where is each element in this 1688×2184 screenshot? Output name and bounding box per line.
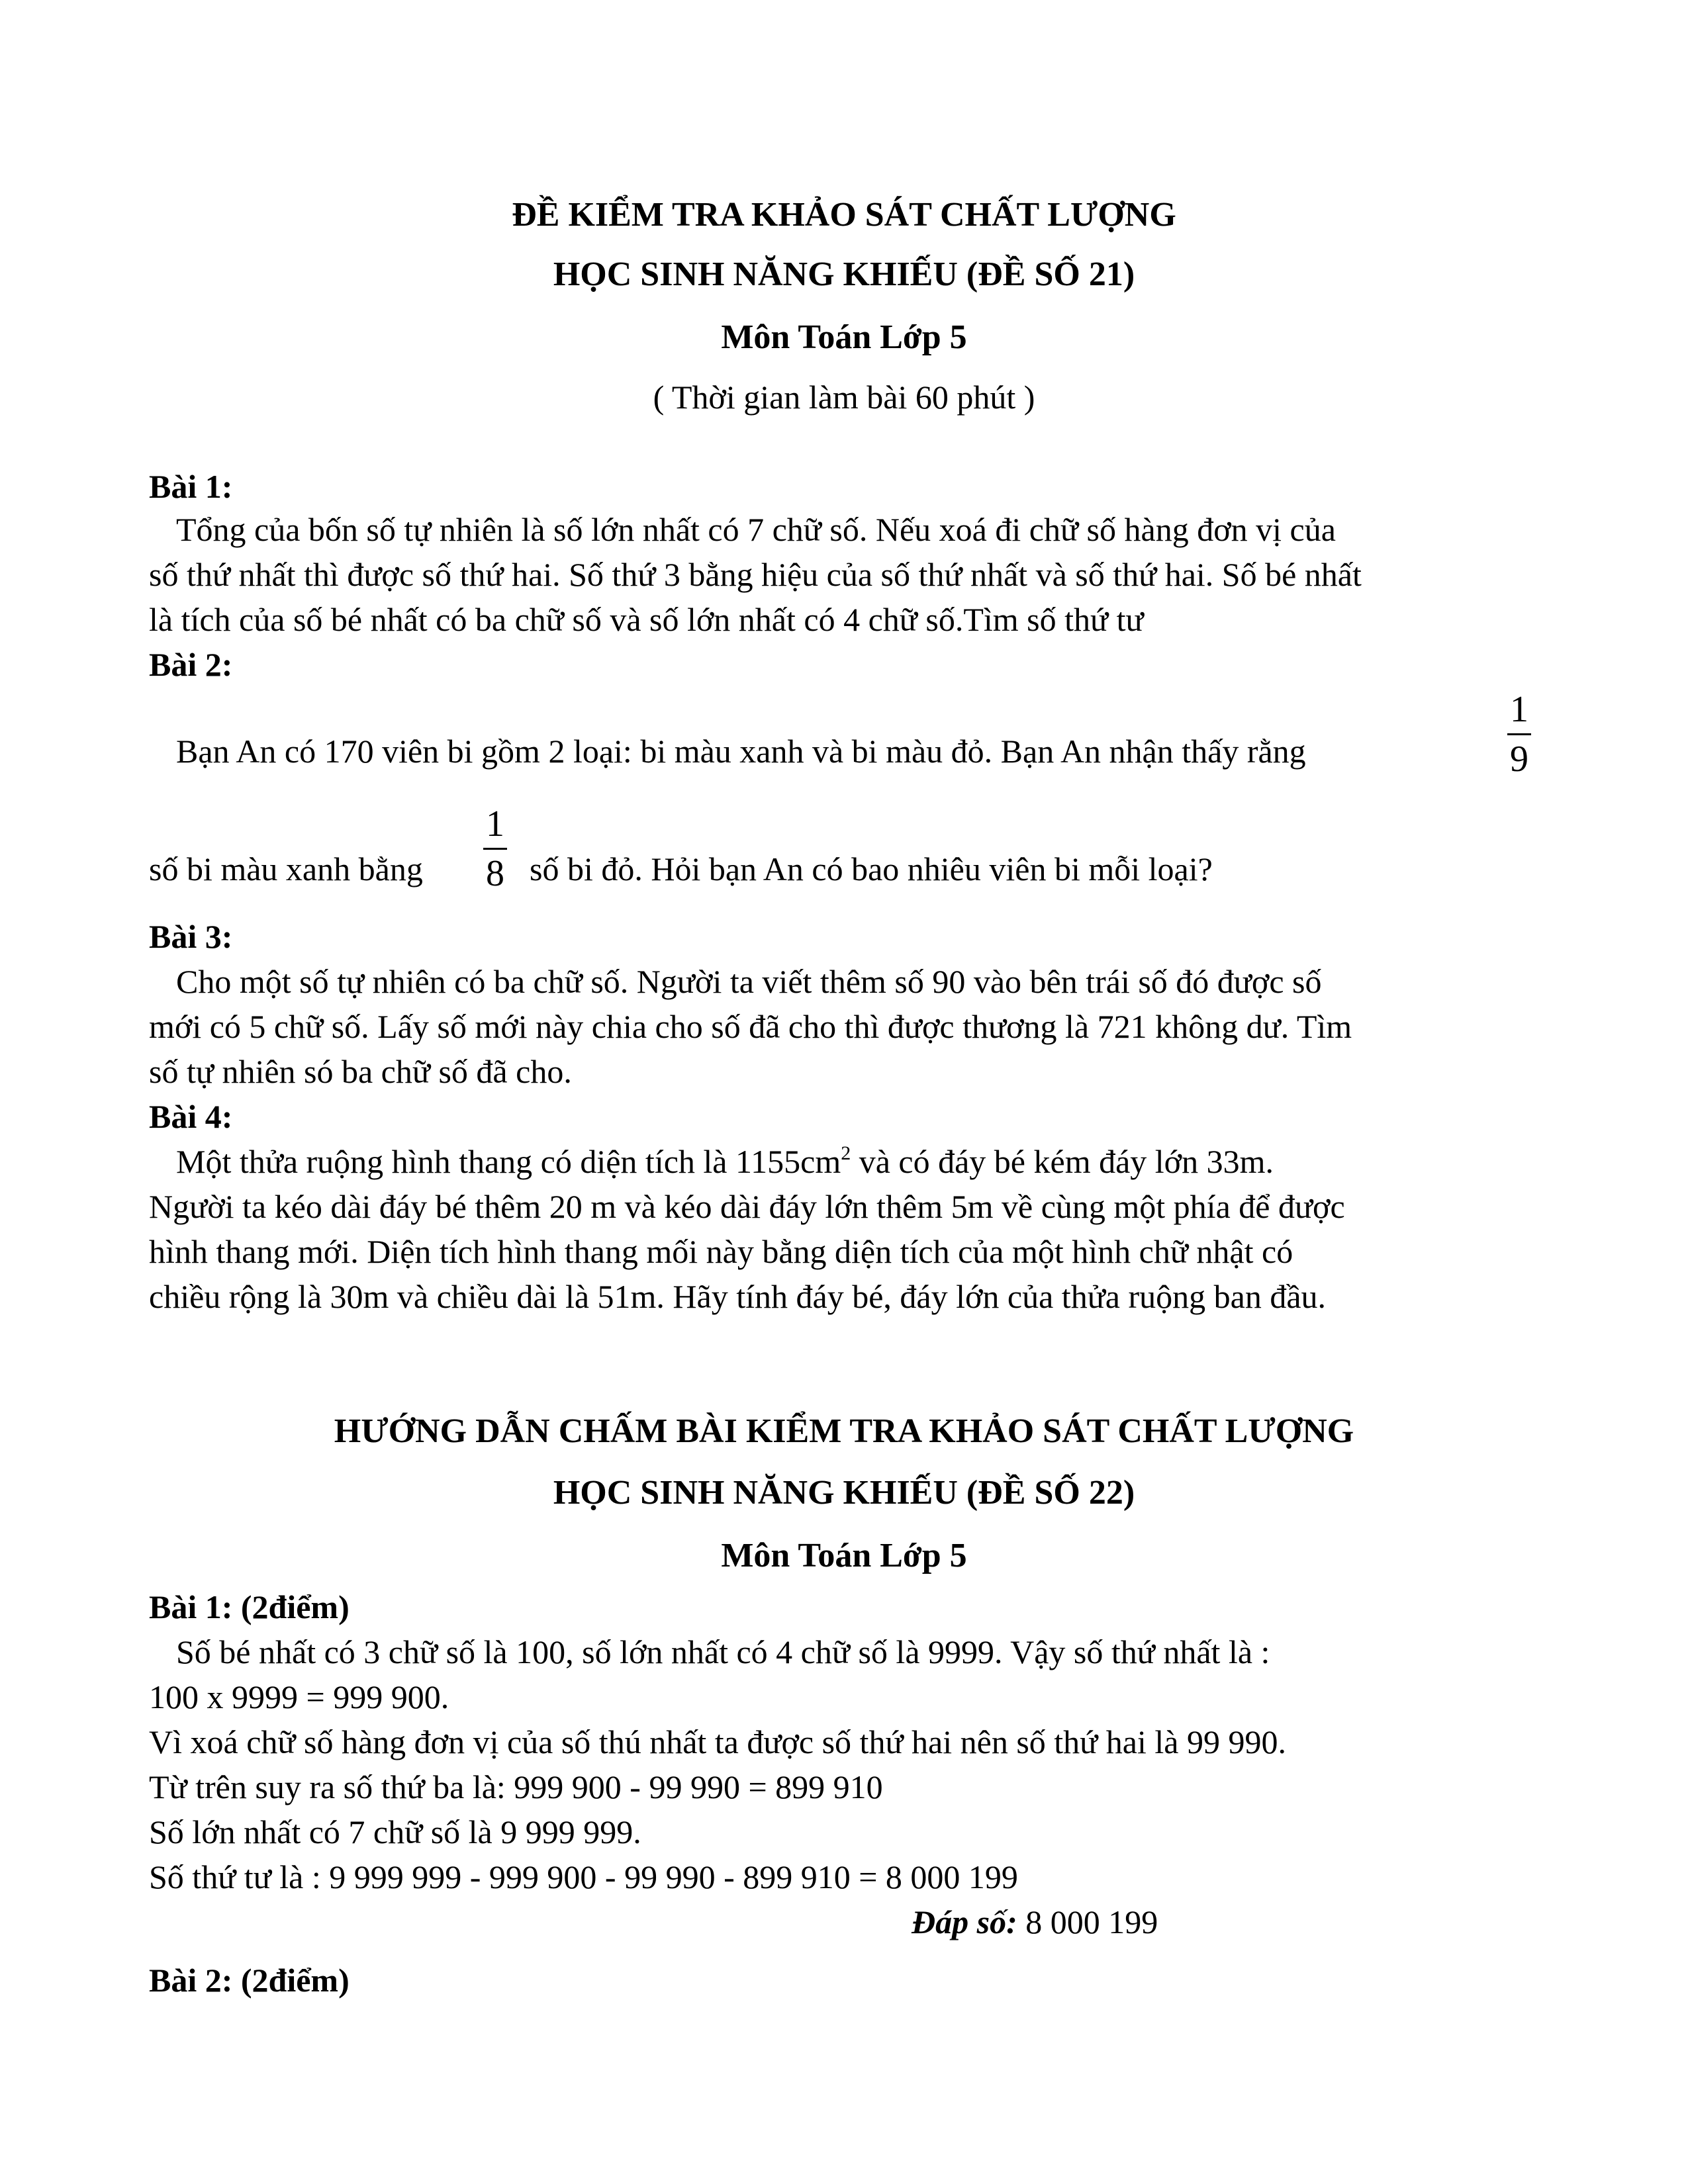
problem-4-label: Bài 4: (149, 1098, 233, 1135)
fraction-denominator: 9 (1510, 739, 1528, 780)
problem-1-line: Tổng của bốn số tự nhiên là số lớn nhất có 7 chữ số. Nếu xoá đi chữ số hàng đơn vị của (176, 511, 1336, 548)
problem-2-label: Bài 2: (149, 646, 233, 683)
problem-3-line: Cho một số tự nhiên có ba chữ số. Người ta viết thêm số 90 vào bên trái số đó được số (176, 963, 1322, 1000)
exam-title-line2: HỌC SINH NĂNG KHIẾU (ĐỀ SỐ 21) (553, 255, 1135, 293)
fraction-denominator: 8 (486, 853, 504, 894)
problem-4-line1 (176, 1142, 1274, 1181)
exam-title-line1: ĐỀ KIỂM TRA KHẢO SÁT CHẤT LƯỢNG (512, 196, 1176, 234)
exam-time: ( Thời gian làm bài 60 phút ) (653, 379, 1035, 416)
problem-3-line: mới có 5 chữ số. Lấy số mới này chia cho số đã cho thì được thương là 721 không dư. Tìm (149, 1008, 1352, 1045)
guide-problem-1-line: Số lớn nhất có 7 chữ số là 9 999 999. (149, 1813, 641, 1850)
problem-1-label: Bài 1: (149, 468, 233, 505)
guide-problem-1-line: Từ trên suy ra số thứ ba là: 999 900 - 99 990 = 899 910 (149, 1768, 883, 1805)
problem-3-label: Bài 3: (149, 918, 233, 955)
answer-value: 8 000 199 (1017, 1903, 1158, 1940)
problem-4-line1-rest: và có đáy bé kém đáy lớn 33m. (851, 1143, 1274, 1180)
guide-problem-1-line: Vì xoá chữ số hàng đơn vị của số thú nhất ta được số thứ hai nên số thứ hai là 99 990. (149, 1723, 1286, 1760)
guide-problem-1-label: Bài 1: (2điểm) (149, 1588, 350, 1625)
answer-label: Đáp số: (912, 1903, 1017, 1940)
problem-4-line1-text: Một thửa ruộng hình thang có diện tích là 1155cm (176, 1143, 841, 1180)
problem-1-line: số thứ nhất thì được số thứ hai. Số thứ 3 bằng hiệu của số thứ nhất và số thứ hai. Số bé nhất (149, 556, 1362, 593)
guide-subject: Môn Toán Lớp 5 (721, 1537, 967, 1574)
guide-problem-1-line: Số bé nhất có 3 chữ số là 100, số lớn nhất có 4 chữ số là 9999. Vậy số thứ nhất là : (176, 1633, 1270, 1670)
guide-problem-1-line: Số thứ tư là : 9 999 999 - 999 900 - 99 990 - 899 910 = 8 000 199 (149, 1858, 1018, 1895)
problem-4-line: hình thang mới. Diện tích hình thang mối này bằng diện tích của một hình chữ nhật có (149, 1233, 1293, 1270)
problem-2-line2-start: số bi màu xanh bằng (149, 850, 423, 887)
problem-2-line1: Bạn An có 170 viên bi gồm 2 loại: bi màu xanh và bi màu đỏ. Bạn An nhận thấy rằng (176, 733, 1306, 770)
guide-problem-1-line: 100 x 9999 = 999 900. (149, 1678, 449, 1715)
fraction-numerator: 1 (1510, 689, 1528, 730)
superscript-square: 2 (841, 1142, 851, 1164)
guide-title-line1: HƯỚNG DẪN CHẤM BÀI KIỂM TRA KHẢO SÁT CHẤT LƯỢNG (334, 1412, 1354, 1450)
fraction-numerator: 1 (486, 803, 504, 844)
problem-1-line: là tích của số bé nhất có ba chữ số và số lớn nhất có 4 chữ số.Tìm số thứ tư (149, 601, 1144, 638)
guide-problem-1-answer (912, 1902, 1158, 1942)
fraction-one-eighth (482, 804, 508, 897)
problem-4-line: chiều rộng là 30m và chiều dài là 51m. Hãy tính đáy bé, đáy lớn của thửa ruộng ban đầu. (149, 1278, 1327, 1315)
fraction-one-ninth (1506, 690, 1532, 783)
problem-3-line: số tự nhiên só ba chữ số đã cho. (149, 1053, 572, 1090)
problem-4-line: Người ta kéo dài đáy bé thêm 20 m và kéo dài đáy lớn thêm 5m về cùng một phía để được (149, 1188, 1345, 1225)
guide-problem-2-label: Bài 2: (2điểm) (149, 1962, 350, 1999)
guide-title-line2: HỌC SINH NĂNG KHIẾU (ĐỀ SỐ 22) (553, 1474, 1135, 1512)
problem-2-line2-end: số bi đỏ. Hỏi bạn An có bao nhiêu viên bi mỗi loại? (530, 850, 1213, 887)
exam-subject: Môn Toán Lớp 5 (721, 318, 967, 356)
